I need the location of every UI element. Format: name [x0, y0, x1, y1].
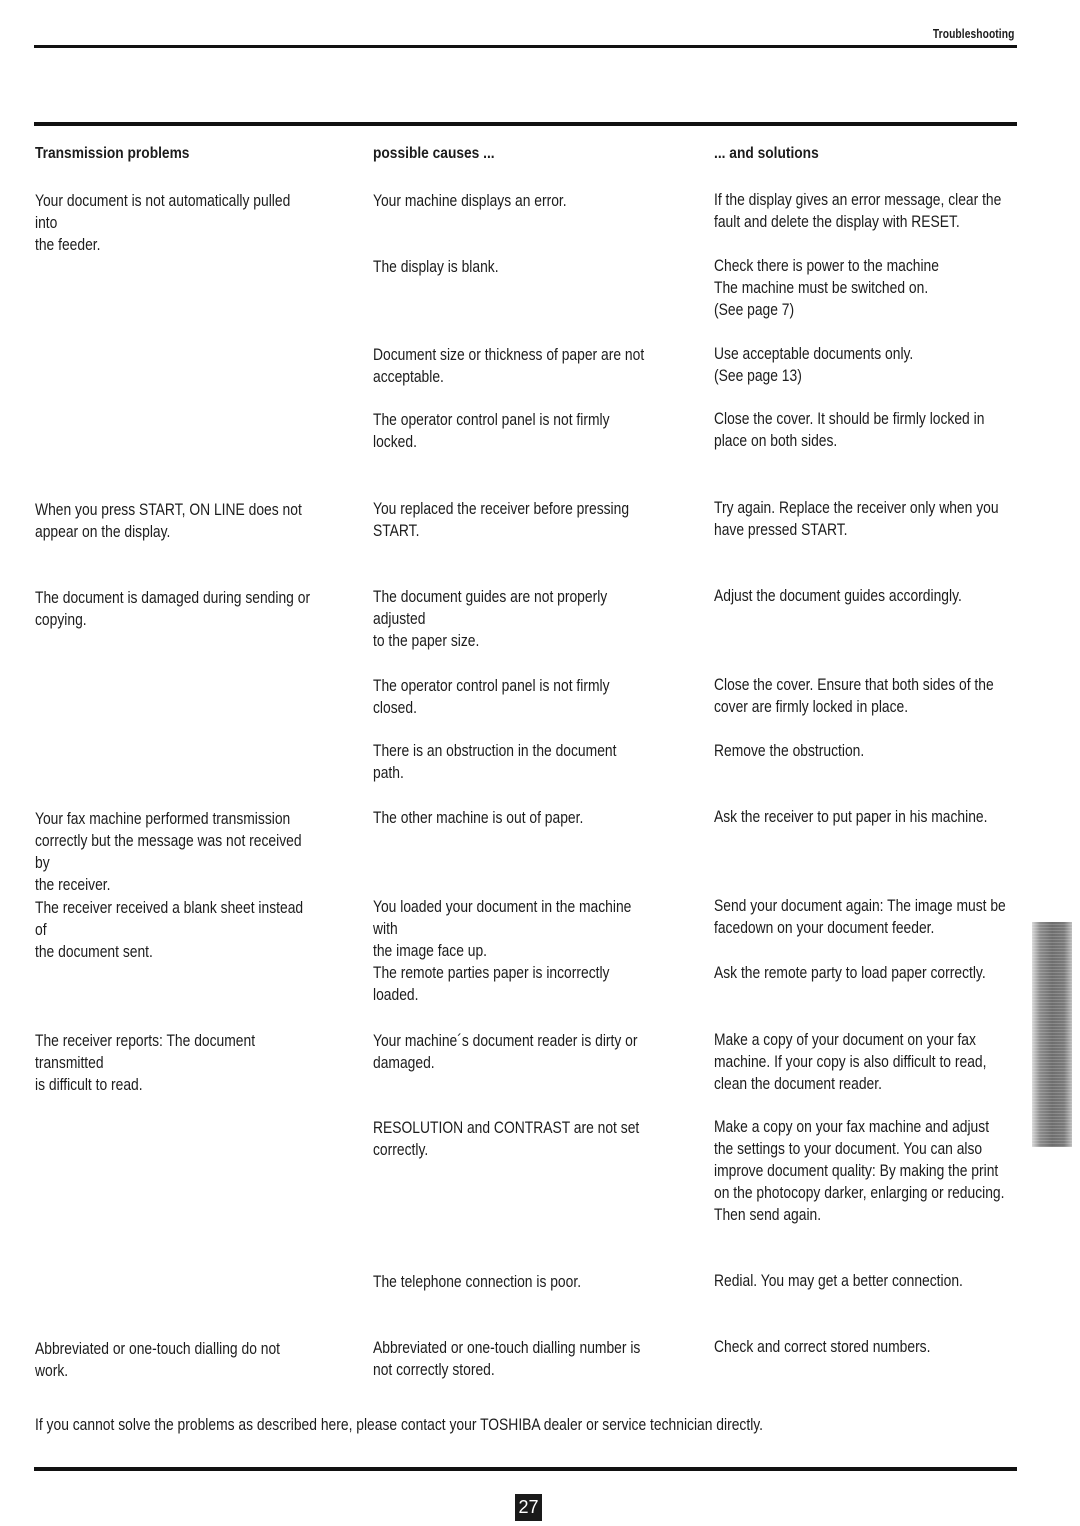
solution-cell: Check there is power to the machine The machine must be switched on. (See page 7)	[714, 257, 939, 319]
solution-cell: Close the cover. Ensure that both sides of the cover are firmly locked in place.	[714, 676, 994, 716]
section-title: Troubleshooting	[932, 27, 1014, 41]
column-heading-solutions: ... and solutions	[714, 145, 819, 162]
cause-cell: The other machine is out of paper.	[373, 809, 584, 827]
cause-cell: You loaded your document in the machine with the image face up.	[373, 898, 632, 960]
solution-cell: Redial. You may get a better connection.	[714, 1272, 963, 1290]
problem-cell: The document is damaged during sending or copying.	[35, 589, 311, 629]
cause-cell: RESOLUTION and CONTRAST are not set correctly.	[373, 1119, 640, 1159]
problem-cell: The receiver received a blank sheet instead of the document sent.	[35, 899, 304, 961]
solution-cell: Use acceptable documents only. (See page 13)	[714, 345, 914, 385]
problem-cell: Abbreviated or one-touch dialling do not work.	[35, 1340, 281, 1380]
cause-cell: The operator control panel is not firmly closed.	[373, 677, 610, 717]
solution-cell: Close the cover. It should be firmly locked in place on both sides.	[714, 410, 985, 450]
footnote: If you cannot solve the problems as described here, please contact your TOSHIBA dealer or service technician directly.	[35, 1416, 764, 1434]
column-heading-causes: possible causes ...	[373, 145, 495, 162]
cause-cell: Your machine´s document reader is dirty or damaged.	[373, 1032, 638, 1072]
column-heading-problems: Transmission problems	[35, 145, 190, 162]
problem-cell: When you press START, ON LINE does not appear on the display.	[35, 501, 302, 541]
bottom-rule	[34, 1467, 1017, 1471]
thumb-index-tab	[1032, 922, 1072, 1147]
cause-cell: The remote parties paper is incorrectly loaded.	[373, 964, 610, 1004]
problem-cell: Your document is not automatically pulled into the feeder.	[35, 192, 291, 254]
cause-cell: The document guides are not properly adjusted to the paper size.	[373, 588, 608, 650]
problem-cell: Your fax machine performed transmission correctly but the message was not received by the receiver.	[35, 810, 302, 894]
header-rule	[34, 122, 1017, 126]
solution-cell: Make a copy on your fax machine and adjust the settings to your document. You can also improve document quality: By making the print on the photocopy darker, enlarging or reducing. Then send again.	[714, 1118, 1005, 1224]
cause-cell: The telephone connection is poor.	[373, 1273, 582, 1291]
solution-cell: Remove the obstruction.	[714, 742, 865, 760]
problem-cell: The receiver reports: The document transmitted is difficult to read.	[35, 1032, 256, 1094]
cause-cell: Document size or thickness of paper are not acceptable.	[373, 346, 645, 386]
solution-cell: Check and correct stored numbers.	[714, 1338, 931, 1356]
solution-cell: Make a copy of your document on your fax machine. If your copy is also difficult to read, clean the document reader.	[714, 1031, 987, 1093]
solution-cell: Try again. Replace the receiver only when you have pressed START.	[714, 499, 999, 539]
solution-cell: Ask the remote party to load paper correctly.	[714, 964, 986, 982]
solution-cell: Adjust the document guides accordingly.	[714, 587, 962, 605]
cause-cell: The operator control panel is not firmly locked.	[373, 411, 610, 451]
top-rule	[34, 45, 1017, 48]
cause-cell: There is an obstruction in the document path.	[373, 742, 617, 782]
cause-cell: The display is blank.	[373, 258, 499, 276]
solution-cell: Send your document again: The image must be facedown on your document feeder.	[714, 897, 1006, 937]
solution-cell: If the display gives an error message, clear the fault and delete the display with RESET.	[714, 191, 1002, 231]
solution-cell: Ask the receiver to put paper in his machine.	[714, 808, 988, 826]
page-number: 27	[515, 1494, 542, 1521]
cause-cell: Your machine displays an error.	[373, 192, 567, 210]
cause-cell: You replaced the receiver before pressing START.	[373, 500, 630, 540]
cause-cell: Abbreviated or one-touch dialling number is not correctly stored.	[373, 1339, 641, 1379]
